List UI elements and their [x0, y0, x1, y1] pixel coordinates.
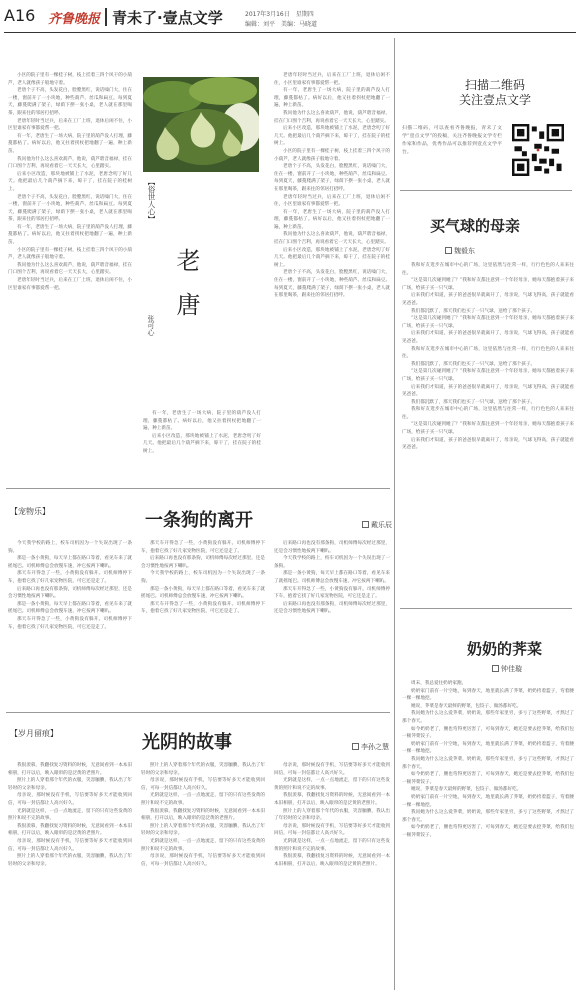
paragraph: 母亲说，那时候没有手机，写信要等好多天才能收到回信，可每一封信都让人高兴好久。: [274, 823, 390, 837]
paragraph: 我很羡慕，我翻找复习资料的时候，无意间看到一本本旧相册，打开以后，映入眼帘的是泛黄的老照片。: [141, 808, 265, 822]
paragraph: 那是一条小黄狗，每天早上都在路口等着，看见车来了就摇尾巴。司机师傅总会放慢车速，冲它按两下喇叭。: [141, 586, 265, 600]
paragraph: 奶奶家门前有一片空地，每到春天，地里就长满了荠菜，奶奶挎着篮子，弯着腰一棵一棵地挖。: [402, 741, 574, 755]
paragraph: 母亲说，那时候没有手机，写信要等好多天才能收到回信，可每一封信都让人高兴好久。: [141, 854, 265, 867]
paragraph: 奶奶家门前有一片空地，每到春天，地里就长满了荠菜，奶奶挎着篮子，弯着腰一棵一棵地挖。: [402, 794, 574, 808]
paragraph: 小区的院子里有一棵桂子树，枝上挂着三四个风干的小葫芦，老人就像孩子般地守着。: [8, 73, 132, 86]
paragraph: 光阴就是这样，一点一点地流走，留下的只有这些发黄的照片和说不完的故事。: [8, 808, 132, 822]
paragraph: 照片上的人穿着那个年代的衣服，笑容腼腆，我认出了年轻时的父亲和母亲。: [8, 778, 132, 791]
header-date: 2017年3月16日 星期四: [245, 11, 314, 18]
paragraph: 后来我们才知道，孩子的爸爸很早就离开了，母亲说，气球飞得高，孩子就能看见爸爸。: [402, 437, 574, 451]
paragraph: 有一年，老唐生了一场大病，院子里的葫芦没人打理，藤蔓都枯了。病好以后，他又拄着拐杖把地翻了一遍，种上新苗。: [143, 411, 261, 432]
author-name: 戴乐辰: [362, 520, 392, 530]
paragraph: 老唐个子不高，头发花白，脸膛黑红，说话嗓门大，住在一楼，窗前开了一小块地，种些葫芦、丝瓜和扁豆。每到夏天，藤蔓爬满了架子，绿荫下摆一张小桌，老人就在那里喝茶，跟来往的邻居打招呼。: [8, 194, 132, 223]
paragraph: 我很羡慕，我翻找复习资料的时候，无意间看到一本本旧相册，打开以后，映入眼帘的是泛黄的老照片。: [274, 854, 390, 867]
paragraph: 后来小区改造，那块地被铺上了水泥，老唐念叨了好几天。他把最后几个葫芦摘下来，晾干了，挂在院子的桂树上。: [8, 171, 132, 192]
paragraph: 照片上的人穿着那个年代的衣服，笑容腼腆，我认出了年轻时的父亲和母亲。: [274, 808, 390, 822]
paragraph: “这是第几次碰到她了？”我和好友都注意到一个年轻母亲，她每天都抱着孩子来广场，给孩子买一只气球。: [402, 369, 574, 382]
paragraph: 我很羡慕，我翻找复习资料的时候，无意间看到一本本旧相册，打开以后，映入眼帘的是泛黄的老照片。: [8, 823, 132, 837]
author-name: 张可心: [147, 315, 155, 336]
paragraph: 我很羡慕，我翻找复习资料的时候，无意间看到一本本旧相册，打开以后，映入眼帘的是泛黄的老照片。: [274, 793, 390, 806]
paragraph: 光阴就是这样，一点一点地流走，留下的只有这些发黄的照片和说不完的故事。: [274, 778, 390, 791]
paragraph: 母亲说，那时候没有手机，写信要等好多天才能收到回信，可每一封信都让人高兴好久。: [8, 793, 132, 806]
paragraph: 老唐年轻时当过兵，后来在工厂上班，退休后闲不住，小区里谁家有事都爱帮一把。: [8, 118, 132, 132]
paragraph: 后来我们才知道，孩子的爸爸很早就离开了，母亲说，气球飞得高，孩子就能看见爸爸。: [402, 331, 574, 344]
paragraph: 后来小区改造，那块地被铺上了水泥，老唐念叨了好几天。他把最后几个葫芦摘下来，晾干了，挂在院子的桂树上。: [274, 247, 390, 268]
divider: [400, 190, 572, 191]
paragraph: 后来小区改造，那块地被铺上了水泥，老唐念叨了好几天。他把最后几个葫芦摘下来，晾干了，挂在院子的桂树上。: [274, 126, 390, 147]
paragraph: 我很羡慕，我翻找复习资料的时候，无意间看到一本本旧相册，打开以后，映入眼帘的是泛黄的老照片。: [8, 763, 132, 776]
article-title: 老唐: [172, 248, 200, 336]
paragraph: 我问他为什么这么喜欢葫芦，他说，葫芦谐音福禄，挂在门口图个吉利，再说看着它一天天长大，心里踏实。: [274, 232, 390, 246]
paragraph: 小区的院子里有一棵桂子树，枝上挂着三四个风干的小葫芦，老人就像孩子般地守着。: [8, 247, 132, 261]
paragraph: 那天车开得急了一些，小黄狗没有躲开。司机师傅停下车，抱着它找了好几家宠物医院，可它还是走了。: [141, 601, 265, 615]
paragraph: 光阴就是这样，一点一点地流走，留下的只有这些发黄的照片和说不完的故事。: [274, 838, 390, 852]
paragraph: 那天车开得急了一些，小黄狗没有躲开。司机师傅停下车，抱着它找了好几家宠物医院，可它还是走了。: [274, 586, 390, 600]
qr-title-line2: 关注壹点文学: [458, 93, 531, 107]
paragraph: 后来路口再也没有那条狗，司机师傅每次经过那里，还是会习惯性地按两下喇叭。: [141, 556, 265, 569]
page-number: A16: [4, 6, 36, 25]
paragraph: 后来我们才知道，孩子的爸爸很早就离开了，母亲说，气球飞得高，孩子就能看见爸爸。: [402, 293, 574, 306]
paragraph: 老唐个子不高，头发花白，脸膛黑红，说话嗓门大，住在一楼，窗前开了一小块地，种些葫芦、丝瓜和扁豆。每到夏天，藤蔓爬满了架子，绿荫下摆一张小桌，老人就在那里喝茶，跟来往的邻居打招呼。: [8, 88, 132, 116]
paragraph: 后来路口再也没有那条狗，司机师傅每次经过那里，还是会习惯性地按两下喇叭。: [274, 601, 390, 615]
paragraph: 她说，荠菜是春天最鲜的野菜，包饺子、做汤都好吃。: [411, 787, 522, 793]
paragraph: 如今奶奶老了，腰也弯得更厉害了，可每到春天，她还是要去挖荠菜，给我们包一顿荠菜饺子。: [402, 726, 574, 740]
article-time-col2: [141, 762, 265, 990]
paragraph: 我问他为什么这么喜欢葫芦，他说，葫芦谐音福禄，挂在门口图个吉利，再说看着它一天天长大，心里踏实。: [274, 110, 390, 124]
paragraph: 老唐年轻时当过兵，后来在工厂上班，退休后闲不住，小区里谁家有事都爱帮一把。: [8, 278, 132, 291]
divider: [6, 488, 390, 489]
paragraph: 母亲说，那时候没有手机，写信要等好多天才能收到回信，可每一封信都让人高兴好久。: [141, 778, 265, 791]
paragraph: 我问他为什么这么喜欢葫芦，他说，葫芦谐音福禄，挂在门口图个吉利，再说看着它一天天长大，心里踏实。: [8, 262, 132, 276]
paragraph: 后来我们才知道，孩子的爸爸很早就离开了，母亲说，气球飞得高，孩子就能看见爸爸。: [402, 384, 574, 398]
qr-code[interactable]: [512, 124, 564, 176]
paragraph: 那是一条小黄狗，每天早上都在路口等着，看见车来了就摇尾巴。司机师傅总会放慢车速，冲它按两下喇叭。: [8, 601, 132, 615]
paragraph: 我和好友逛步在城市中心的广场，这里依然与往常一样，行行色色的人来来往往。: [402, 263, 574, 276]
author-name: 钟佳璇: [492, 664, 522, 674]
author-name: 魏毅东: [445, 246, 475, 256]
paragraph: 如今奶奶老了，腰也弯得更厉害了，可每到春天，她还是要去挖荠菜，给我们包一顿荠菜饺子。: [402, 825, 574, 838]
paragraph: 那天车开得急了一些，小黄狗没有躲开。司机师傅停下车，抱着它找了好几家宠物医院，可它还是走了。: [141, 541, 265, 554]
paragraph: 我和好友逛步在城市中心的广场，这里依然与往常一样，行行色色的人来来往往。: [402, 407, 574, 420]
paragraph: 她说，荠菜是春天最鲜的野菜，包饺子、做汤都好吃。: [411, 703, 522, 709]
paragraph: 奶奶家门前有一片空地，每到春天，地里就长满了荠菜，奶奶挎着篮子，弯着腰一棵一棵地挖。: [402, 688, 574, 702]
header-editor: 编辑：刘平 美编：马晓道: [245, 21, 318, 28]
article-laotang-col2: [143, 410, 261, 480]
paragraph: 光阴就是这样，一点一点地流走，留下的只有这些发黄的照片和说不完的故事。: [141, 793, 265, 806]
paragraph: “这是第几次碰到她了？”我和好友都注意到一个年轻母亲，她每天都抱着孩子来广场，给孩子买一只气球。: [402, 278, 574, 291]
category-tag: 【俗世人心】: [147, 178, 156, 223]
paragraph: 我和好友逛步在城市中心的广场，这里依然与往常一样，行行色色的人来来往往。: [402, 346, 574, 360]
article-laotang-col1: [8, 72, 132, 474]
paragraph: 后来路口再也没有那条狗，司机师傅每次经过那里，还是会习惯性地按两下喇叭。: [8, 586, 132, 600]
paragraph: 如今奶奶老了，腰也弯得更厉害了，可每到春天，她还是要去挖荠菜，给我们包一顿荠菜饺子。: [402, 772, 574, 785]
paragraph: 我问他为什么这么喜欢葫芦，他说，葫芦谐音福禄，挂在门口图个吉利，再说看着它一天天长大，心里踏实。: [8, 156, 132, 170]
paragraph: 照片上的人穿着那个年代的衣服，笑容腼腆，我认出了年轻时的父亲和母亲。: [141, 763, 265, 776]
divider: [6, 712, 390, 713]
author-name: 李孙之慧: [352, 742, 389, 752]
paragraph: 那是一条小黄狗，每天早上都在路口等着，看见车来了就摇尾巴。司机师傅总会放慢车速，冲它按两下喇叭。: [8, 556, 132, 569]
divider: [400, 608, 572, 609]
paragraph: “这是第几次碰到她了？”我和好友都注意到一个年轻母亲，她每天都抱着孩子来广场，给孩子买一只气球。: [402, 422, 574, 436]
article-title: 一条狗的离开: [145, 510, 253, 531]
paragraph: 今天我学校的路上，校车司机因为一个失误出现了一条狗。: [141, 571, 265, 584]
paragraph: 老唐年轻时当过兵，后来在工厂上班，退休后闲不住，小区里谁家有事都爱帮一把。: [274, 194, 390, 208]
article-laotang-col3: [274, 72, 390, 480]
column-divider: [394, 38, 395, 990]
qr-title-line1: 扫描二维码: [464, 78, 525, 92]
article-time-col1: [8, 762, 132, 990]
paragraph: 今天我学校的路上，校车司机因为一个失误出现了一条狗。: [274, 556, 390, 569]
article-dog-col2: [141, 540, 265, 700]
article-title: 买气球的母亲: [430, 217, 521, 235]
paragraph: 那天车开得急了一些，小黄狗没有躲开。司机师傅停下车，抱着它找了好几家宠物医院，可它还是走了。: [8, 571, 132, 584]
paragraph: 那天车开得急了一些，小黄狗没有躲开。司机师傅停下车，抱着它找了好几家宠物医院，可它还是走了。: [8, 616, 132, 630]
paragraph: 母亲说，那时候没有手机，写信要等好多天才能收到回信，可每一封信都让人高兴好久。: [274, 763, 390, 776]
gourd-image: [143, 77, 259, 172]
paragraph: 我问她为什么这么爱荠菜，奶奶说，那些年家里穷，多亏了这些野菜，才熬过了那个春天。: [402, 756, 574, 770]
paragraph: 有一年，老唐生了一场大病，院子里的葫芦没人打理，藤蔓都枯了。病好以后，他又拄着拐杖把地翻了一遍，种上新苗。: [274, 209, 390, 230]
paragraph: 照片上的人穿着那个年代的衣服，笑容腼腆，我认出了年轻时的父亲和母亲。: [141, 823, 265, 837]
paragraph: 我们都沉默了，那天我们也买了一只气球，送给了那个孩子。: [411, 361, 536, 367]
paragraph: 有一年，老唐生了一场大病，院子里的葫芦没人打理，藤蔓都枯了。病好以后，他又拄着拐杖把地翻了一遍，种上新苗。: [8, 224, 132, 246]
section-title: 青未了·壹点文学: [112, 9, 223, 27]
paragraph: 那是一条小黄狗，每天早上都在路口等着，看见车来了就摇尾巴。司机师傅总会放慢车速，冲它按两下喇叭。: [274, 571, 390, 584]
paragraph: 光阴就是这样，一点一点地流走，留下的只有这些发黄的照片和说不完的故事。: [141, 838, 265, 852]
paragraph: 我问她为什么这么爱荠菜，奶奶说，那些年家里穷，多亏了这些野菜，才熬过了那个春天。: [402, 711, 574, 724]
header-divider: [4, 32, 576, 33]
article-shepherd-purse-body: [402, 680, 574, 990]
paragraph: 老唐个子不高，头发花白，脸膛黑红，说话嗓门大，住在一楼，窗前开了一小块地，种些葫芦、丝瓜和扁豆。每到夏天，藤蔓爬满了架子，绿荫下摆一张小桌，老人就在那里喝茶，跟来往的邻居打招呼。: [274, 270, 390, 299]
paragraph: 后来小区改造，那块地被铺上了水泥，老唐念叨了好几天。他把最后几个葫芦摘下来，晾干了，挂在院子的桂树上。: [143, 433, 261, 454]
category-tag: 【宠物乐】: [10, 507, 50, 516]
paragraph: 老唐个子不高，头发花白，脸膛黑红，说话嗓门大，住在一楼，窗前开了一小块地，种些葫芦、丝瓜和扁豆。每到夏天，藤蔓爬满了架子，绿荫下摆一张小桌，老人就在那里喝茶，跟来往的邻居打招呼。: [274, 164, 390, 192]
paragraph: 母亲说，那时候没有手机，写信要等好多天才能收到回信，可每一封信都让人高兴好久。: [8, 838, 132, 852]
article-dog-col1: [8, 540, 132, 700]
paragraph: 周末，我总爱往奶奶家跑。: [411, 681, 467, 686]
qr-description: 扫描二维码，可以查看齐鲁晚报，青未了文学“壹点文学”的投稿，关注齐鲁晚报文学专栏作家和作品，优秀作品可以推荐到壹点文学平台。: [402, 126, 502, 155]
qr-title: [420, 78, 570, 108]
article-title: 奶奶的荠菜: [467, 640, 543, 658]
paragraph: 小区的院子里有一棵桂子树，枝上挂着三四个风干的小葫芦，老人就像孩子般地守着。: [274, 148, 390, 162]
paper-logo: 齐鲁晚报: [48, 12, 101, 27]
paragraph: 我问她为什么这么爱荠菜，奶奶说，那些年家里穷，多亏了这些野菜，才熬过了那个春天。: [402, 810, 574, 823]
paragraph: “这是第几次碰到她了？”我和好友都注意到一个年轻母亲，她每天都抱着孩子来广场，给孩子买一只气球。: [402, 316, 574, 329]
paragraph: 今天我学校的路上，校车司机因为一个失误出现了一条狗。: [8, 541, 132, 554]
category-tag: 【岁月留痕】: [10, 729, 58, 738]
article-balloon-body: [402, 262, 574, 602]
article-title: 光阴的故事: [142, 732, 232, 753]
paragraph: 有一年，老唐生了一场大病，院子里的葫芦没人打理，藤蔓都枯了。病好以后，他又拄着拐杖把地翻了一遍，种上新苗。: [8, 133, 132, 154]
article-dog-col3: [274, 540, 390, 700]
paragraph: 我们都沉默了，那天我们也买了一只气球，送给了那个孩子。: [411, 399, 536, 405]
paragraph: 我们都沉默了，那天我们也买了一只气球，送给了那个孩子。: [411, 308, 536, 314]
paragraph: 有一年，老唐生了一场大病，院子里的葫芦没人打理，藤蔓都枯了。病好以后，他又拄着拐杖把地翻了一遍，种上新苗。: [274, 88, 390, 109]
gourd-photo: [143, 77, 259, 172]
paragraph: 老唐年轻时当过兵，后来在工厂上班，退休后闲不住，小区里谁家有事都爱帮一把。: [274, 73, 390, 86]
article-time-col3: [274, 762, 390, 990]
paragraph: 照片上的人穿着那个年代的衣服，笑容腼腆，我认出了年轻时的父亲和母亲。: [8, 854, 132, 867]
paragraph: 后来路口再也没有那条狗，司机师傅每次经过那里，还是会习惯性地按两下喇叭。: [274, 541, 390, 554]
